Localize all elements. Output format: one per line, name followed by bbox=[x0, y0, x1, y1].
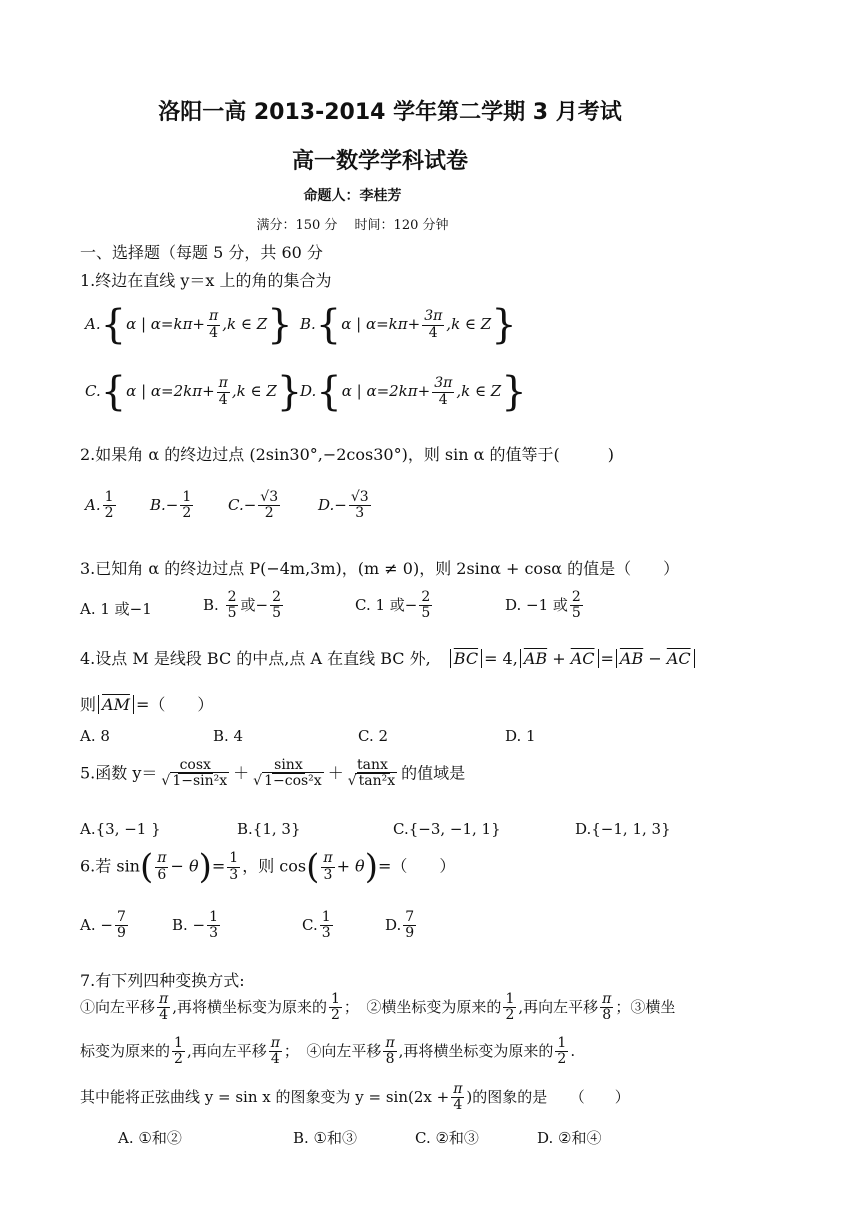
q1-option-c: C.{α | α=2kπ+ $\frac{\pi}{4}$ ,k ∈ Z} bbox=[85, 369, 303, 415]
q2-option-d: D.− $\frac{√3}{3}$ bbox=[318, 489, 369, 522]
q4-option-a: A. 8 bbox=[80, 727, 110, 745]
q7-stem: 7.有下列四种变换方式: bbox=[80, 971, 245, 990]
q4-option-c: C. 2 bbox=[358, 727, 389, 745]
q3-stem: 3.已知角 α 的终边过点 P(−4m,3m)，(m ≠ 0)，则 2sinα + cosα 的值是（ ） bbox=[80, 559, 680, 578]
q2-option-a: A. $\frac{1}{2}$ bbox=[85, 489, 114, 522]
q7-line-2: 标变为原来的 $\frac{1}{2}$ ,再向左平移 $\frac{\pi}{4}$ ； ④向左平移 $\frac{\pi}{8}$ ,再将横坐标变为原来的 $\frac{1}{2}$ . bbox=[80, 1035, 576, 1068]
exam-meta: 满分：150 分 时间：120 分钟 bbox=[256, 218, 449, 233]
q1-stem: 1.终边在直线 y＝x 上的角的集合为 bbox=[80, 271, 332, 290]
q5-option-c: C.{−3, −1, 1} bbox=[393, 820, 501, 838]
q1-option-a: A.{α | α=kπ+ $\frac{\pi}{4}$ ,k ∈ Z} bbox=[85, 302, 293, 348]
q5-option-b: B.{1, 3} bbox=[237, 820, 301, 838]
q1-option-d: D.{α | α=2kπ+ $\frac{3\pi}{4}$ ,k ∈ Z} bbox=[300, 369, 527, 415]
q6-option-b: B. − $\frac{1}{3}$ bbox=[172, 909, 219, 942]
q1-option-b: B.{α | α=kπ+ $\frac{3\pi}{4}$ ,k ∈ Z} bbox=[300, 302, 517, 348]
q5-stem: 5.函数 y＝ $\frac{\cos x}{\text{√ 1−sin²x}}$ ＋ $\frac{\sin x}{\text{√ 1−cos²x}}$ ＋ $\frac{\tan x}{\text{√ tan²x}}$ 的值域是 bbox=[80, 757, 466, 790]
q3-option-d: D. −1 或 $\frac{2}{5}$ bbox=[505, 589, 581, 622]
q6-option-d: D. $\frac{7}{9}$ bbox=[385, 909, 415, 942]
q5-option-d: D.{−1, 1, 3} bbox=[575, 820, 671, 838]
q2-option-b: B.− $\frac{1}{2}$ bbox=[150, 489, 192, 522]
q7-line-3: 其中能将正弦曲线 y = sin x 的图象变为 y = sin(2x + $\frac{\pi}{4}$ )的图象的是 （ ） bbox=[80, 1081, 630, 1114]
q3-option-b: B. $\frac{2}{5}$ 或− $\frac{2}{5}$ bbox=[203, 589, 281, 622]
q4-stem: 4.设点 M 是线段 BC 的中点,点 A 在直线 BC 外, $\overline{BC} = 4$, $\overline{AB} + \overline{AC} = \overline{AB} - \overline{AC}$ bbox=[80, 646, 697, 669]
q6-option-a: A. − $\frac{7}{9}$ bbox=[80, 909, 126, 942]
q3-option-c: C. 1 或− $\frac{2}{5}$ bbox=[355, 589, 431, 622]
q6-option-c: C. $\frac{1}{3}$ bbox=[302, 909, 331, 942]
q7-option-c: C. ②和③ bbox=[415, 1129, 479, 1147]
q4-option-d: D. 1 bbox=[505, 727, 536, 745]
section-heading: 一、选择题（每题 5 分，共 60 分 bbox=[80, 243, 323, 262]
q4-option-b: B. 4 bbox=[213, 727, 244, 745]
q5-option-a: A.{3, −1 } bbox=[80, 820, 161, 838]
q7-option-a: A. ①和② bbox=[118, 1129, 182, 1147]
q4-stem-2: 则 $\overline{AM}$ =（ ） bbox=[80, 695, 214, 714]
q7-option-d: D. ②和④ bbox=[537, 1129, 602, 1147]
q7-option-b: B. ①和③ bbox=[293, 1129, 358, 1147]
q6-stem: 6.若 sin( $\frac{\pi}{6}$ − θ)= $\frac{1}{3}$ ，则 cos( $\frac{\pi}{3}$ + θ)=（ ） bbox=[80, 847, 456, 887]
exam-title: 洛阳一高 2013-2014 学年第二学期 3 月考试 bbox=[158, 100, 622, 125]
q2-stem: 2.如果角 α 的终边过点 (2sin30°,−2cos30°)，则 sin α 的值等于( ) bbox=[80, 445, 615, 464]
q3-option-a: A. 1 或−1 bbox=[80, 600, 152, 618]
q7-line-1: ①向左平移 $\frac{\pi}{4}$ ,再将横坐标变为原来的 $\frac{1}{2}$ ； ②横坐标变为原来的 $\frac{1}{2}$ ,再向左平移 $\frac{\pi}{8}$ ；③横坐 bbox=[80, 991, 676, 1024]
q2-option-c: C.− $\frac{√3}{2}$ bbox=[228, 489, 279, 522]
author: 命题人：李桂芳 bbox=[303, 188, 402, 204]
exam-subtitle: 高一数学学科试卷 bbox=[291, 149, 468, 174]
